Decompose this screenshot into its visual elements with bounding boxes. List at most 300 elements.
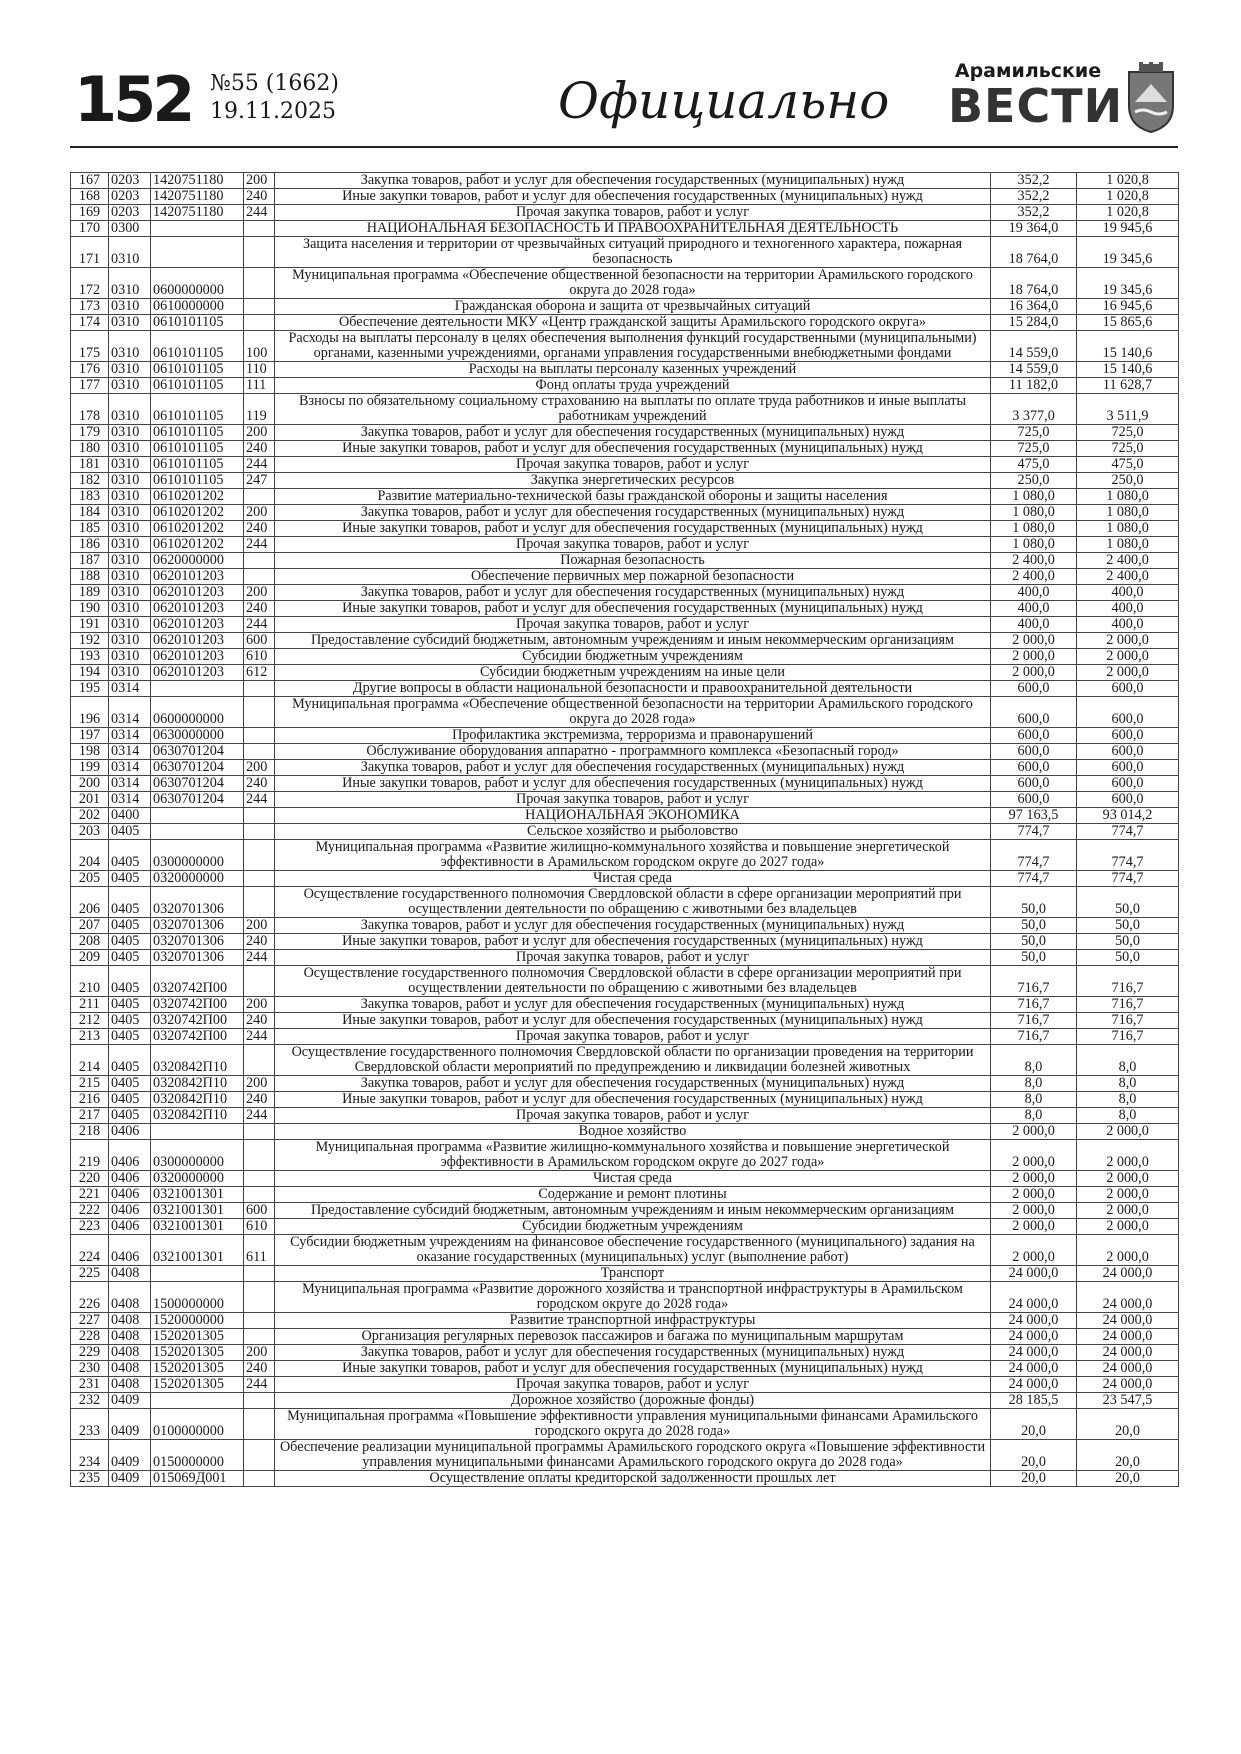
row-number-cell: 169 — [71, 205, 109, 221]
expense-name-cell: Иные закупки товаров, работ и услуг для обеспечения государственных (муниципальных) нужд — [275, 1013, 991, 1029]
table-row — [71, 792, 1179, 808]
row-number-cell: 172 — [71, 268, 109, 299]
section-code-cell: 0310 — [109, 425, 151, 441]
amount-year1-cell: 8,0 — [991, 1076, 1077, 1092]
target-article-cell: 0300000000 — [151, 1140, 244, 1171]
expense-type-cell: 200 — [244, 1076, 275, 1092]
row-number-cell: 217 — [71, 1108, 109, 1124]
row-number-cell: 173 — [71, 299, 109, 315]
newspaper-logo — [948, 60, 1124, 133]
amount-year2-cell: 24 000,0 — [1077, 1329, 1179, 1345]
table-row — [71, 776, 1179, 792]
row-number-cell: 215 — [71, 1076, 109, 1092]
amount-year1-cell: 24 000,0 — [991, 1329, 1077, 1345]
expense-name-cell: Субсидии бюджетным учреждениям — [275, 649, 991, 665]
amount-year2-cell: 3 511,9 — [1077, 394, 1179, 425]
expense-type-cell — [244, 569, 275, 585]
amount-year1-cell: 50,0 — [991, 918, 1077, 934]
expense-name-cell: Обеспечение деятельности МКУ «Центр гражданской защиты Арамильского городского округа» — [275, 315, 991, 331]
amount-year2-cell: 716,7 — [1077, 1013, 1179, 1029]
amount-year2-cell: 1 080,0 — [1077, 521, 1179, 537]
table-row — [71, 950, 1179, 966]
row-number-cell: 171 — [71, 237, 109, 268]
amount-year1-cell: 2 400,0 — [991, 553, 1077, 569]
section-code-cell: 0406 — [109, 1203, 151, 1219]
expense-type-cell: 244 — [244, 205, 275, 221]
target-article-cell — [151, 221, 244, 237]
expense-type-cell: 240 — [244, 1361, 275, 1377]
section-code-cell: 0405 — [109, 997, 151, 1013]
row-number-cell: 186 — [71, 537, 109, 553]
expense-type-cell: 611 — [244, 1235, 275, 1266]
expense-type-cell — [244, 744, 275, 760]
target-article-cell: 0630701204 — [151, 760, 244, 776]
expense-type-cell — [244, 871, 275, 887]
expense-name-cell: Закупка товаров, работ и услуг для обеспечения государственных (муниципальных) нужд — [275, 1076, 991, 1092]
amount-year1-cell: 24 000,0 — [991, 1361, 1077, 1377]
section-code-cell: 0405 — [109, 1045, 151, 1076]
amount-year2-cell: 2 000,0 — [1077, 1140, 1179, 1171]
table-row — [71, 1140, 1179, 1171]
section-code-cell: 0406 — [109, 1187, 151, 1203]
section-code-cell: 0310 — [109, 394, 151, 425]
table-row — [71, 1329, 1179, 1345]
amount-year1-cell: 400,0 — [991, 585, 1077, 601]
expense-name-cell: Прочая закупка товаров, работ и услуг — [275, 950, 991, 966]
section-code-cell: 0406 — [109, 1235, 151, 1266]
section-code-cell: 0310 — [109, 537, 151, 553]
row-number-cell: 211 — [71, 997, 109, 1013]
table-row — [71, 173, 1179, 189]
table-row — [71, 1313, 1179, 1329]
row-number-cell: 218 — [71, 1124, 109, 1140]
row-number-cell: 234 — [71, 1440, 109, 1471]
amount-year2-cell: 725,0 — [1077, 441, 1179, 457]
row-number-cell: 233 — [71, 1409, 109, 1440]
expense-name-cell: Муниципальная программа «Развитие дорожного хозяйства и транспортной инфраструктуры в Арамильском городском округе до 2028 года» — [275, 1282, 991, 1313]
section-code-cell: 0409 — [109, 1440, 151, 1471]
row-number-cell: 174 — [71, 315, 109, 331]
amount-year1-cell: 352,2 — [991, 189, 1077, 205]
expense-type-cell: 240 — [244, 189, 275, 205]
table-row — [71, 1187, 1179, 1203]
amount-year1-cell: 250,0 — [991, 473, 1077, 489]
issue-info — [210, 70, 339, 126]
table-row — [71, 824, 1179, 840]
amount-year1-cell: 2 400,0 — [991, 569, 1077, 585]
expense-type-cell — [244, 268, 275, 299]
row-number-cell: 192 — [71, 633, 109, 649]
expense-name-cell: Дорожное хозяйство (дорожные фонды) — [275, 1393, 991, 1409]
amount-year2-cell: 93 014,2 — [1077, 808, 1179, 824]
table-row — [71, 1409, 1179, 1440]
expense-type-cell: 111 — [244, 378, 275, 394]
table-row — [71, 457, 1179, 473]
amount-year2-cell: 50,0 — [1077, 950, 1179, 966]
table-row — [71, 997, 1179, 1013]
section-code-cell: 0314 — [109, 697, 151, 728]
section-code-cell: 0405 — [109, 966, 151, 997]
expense-name-cell: Прочая закупка товаров, работ и услуг — [275, 792, 991, 808]
table-row — [71, 887, 1179, 918]
table-row — [71, 221, 1179, 237]
expense-type-cell — [244, 299, 275, 315]
amount-year2-cell: 400,0 — [1077, 617, 1179, 633]
expense-name-cell: Иные закупки товаров, работ и услуг для обеспечения государственных (муниципальных) нужд — [275, 776, 991, 792]
amount-year1-cell: 16 364,0 — [991, 299, 1077, 315]
row-number-cell: 235 — [71, 1471, 109, 1487]
amount-year1-cell: 2 000,0 — [991, 633, 1077, 649]
section-code-cell: 0310 — [109, 633, 151, 649]
amount-year1-cell: 600,0 — [991, 744, 1077, 760]
amount-year2-cell: 1 020,8 — [1077, 173, 1179, 189]
expense-name-cell: Муниципальная программа «Развитие жилищно-коммунального хозяйства и повышение энергетической эффективности в Арамильском городском округе до 2027 года» — [275, 840, 991, 871]
expense-type-cell: 200 — [244, 997, 275, 1013]
expense-name-cell: Сельское хозяйство и рыболовство — [275, 824, 991, 840]
target-article-cell: 0620101203 — [151, 633, 244, 649]
row-number-cell: 209 — [71, 950, 109, 966]
target-article-cell: 0610101105 — [151, 315, 244, 331]
expense-type-cell: 244 — [244, 792, 275, 808]
target-article-cell: 0620101203 — [151, 649, 244, 665]
section-code-cell: 0405 — [109, 1013, 151, 1029]
amount-year2-cell: 600,0 — [1077, 776, 1179, 792]
section-code-cell: 0310 — [109, 457, 151, 473]
expense-name-cell: Водное хозяйство — [275, 1124, 991, 1140]
amount-year1-cell: 1 080,0 — [991, 489, 1077, 505]
row-number-cell: 203 — [71, 824, 109, 840]
amount-year1-cell: 20,0 — [991, 1471, 1077, 1487]
amount-year2-cell: 774,7 — [1077, 824, 1179, 840]
target-article-cell: 0610201202 — [151, 489, 244, 505]
amount-year1-cell: 1 080,0 — [991, 521, 1077, 537]
amount-year2-cell: 24 000,0 — [1077, 1361, 1179, 1377]
expense-name-cell: Прочая закупка товаров, работ и услуг — [275, 537, 991, 553]
expense-type-cell: 200 — [244, 505, 275, 521]
amount-year1-cell: 14 559,0 — [991, 331, 1077, 362]
expense-type-cell — [244, 315, 275, 331]
expense-type-cell — [244, 840, 275, 871]
expense-name-cell: Предоставление субсидий бюджетным, автономным учреждениям и иным некоммерческим организациям — [275, 1203, 991, 1219]
row-number-cell: 181 — [71, 457, 109, 473]
table-row — [71, 585, 1179, 601]
expense-name-cell: Гражданская оборона и защита от чрезвычайных ситуаций — [275, 299, 991, 315]
expense-name-cell: Закупка товаров, работ и услуг для обеспечения государственных (муниципальных) нужд — [275, 585, 991, 601]
expense-type-cell: 244 — [244, 537, 275, 553]
target-article-cell: 0150000000 — [151, 1440, 244, 1471]
amount-year1-cell: 2 000,0 — [991, 649, 1077, 665]
target-article-cell: 0320701306 — [151, 887, 244, 918]
row-number-cell: 182 — [71, 473, 109, 489]
section-code-cell: 0310 — [109, 585, 151, 601]
section-code-cell: 0310 — [109, 378, 151, 394]
expense-name-cell: Прочая закупка товаров, работ и услуг — [275, 1377, 991, 1393]
amount-year2-cell: 24 000,0 — [1077, 1313, 1179, 1329]
expense-type-cell — [244, 1140, 275, 1171]
target-article-cell: 0100000000 — [151, 1409, 244, 1440]
target-article-cell: 0630000000 — [151, 728, 244, 744]
expense-name-cell: Чистая среда — [275, 1171, 991, 1187]
target-article-cell: 0610101105 — [151, 331, 244, 362]
target-article-cell: 1520201305 — [151, 1377, 244, 1393]
row-number-cell: 231 — [71, 1377, 109, 1393]
target-article-cell: 0320842П10 — [151, 1045, 244, 1076]
expense-name-cell: Закупка товаров, работ и услуг для обеспечения государственных (муниципальных) нужд — [275, 997, 991, 1013]
row-number-cell: 189 — [71, 585, 109, 601]
expense-name-cell: Закупка энергетических ресурсов — [275, 473, 991, 489]
expense-name-cell: Предоставление субсидий бюджетным, автономным учреждениям и иным некоммерческим организациям — [275, 633, 991, 649]
amount-year2-cell: 1 020,8 — [1077, 205, 1179, 221]
row-number-cell: 193 — [71, 649, 109, 665]
section-code-cell: 0405 — [109, 871, 151, 887]
amount-year1-cell: 716,7 — [991, 1029, 1077, 1045]
row-number-cell: 180 — [71, 441, 109, 457]
target-article-cell — [151, 824, 244, 840]
section-code-cell: 0408 — [109, 1345, 151, 1361]
section-code-cell: 0405 — [109, 824, 151, 840]
section-code-cell: 0405 — [109, 887, 151, 918]
table-row — [71, 728, 1179, 744]
expense-name-cell: Закупка товаров, работ и услуг для обеспечения государственных (муниципальных) нужд — [275, 505, 991, 521]
target-article-cell: 0320701306 — [151, 934, 244, 950]
target-article-cell: 0610101105 — [151, 362, 244, 378]
expense-type-cell: 247 — [244, 473, 275, 489]
target-article-cell: 0610101105 — [151, 473, 244, 489]
expense-type-cell: 600 — [244, 633, 275, 649]
table-row — [71, 871, 1179, 887]
table-row — [71, 1203, 1179, 1219]
table-row — [71, 1076, 1179, 1092]
amount-year2-cell: 24 000,0 — [1077, 1377, 1179, 1393]
amount-year2-cell: 2 000,0 — [1077, 1235, 1179, 1266]
table-row — [71, 489, 1179, 505]
expense-type-cell — [244, 489, 275, 505]
amount-year2-cell: 600,0 — [1077, 681, 1179, 697]
row-number-cell: 199 — [71, 760, 109, 776]
expense-name-cell: Осуществление государственного полномочия Свердловской области по организации проведения на территории Свердловской области мероприятий по предупреждению и ликвидации болезней животных — [275, 1045, 991, 1076]
city-coat-of-arms-icon — [1125, 62, 1177, 134]
expense-name-cell: Осуществление государственного полномочия Свердловской области в сфере организации мероприятий при осуществлении деятельности по обращению с животными без владельцев — [275, 966, 991, 997]
row-number-cell: 221 — [71, 1187, 109, 1203]
expense-name-cell: Субсидии бюджетным учреждениям на иные цели — [275, 665, 991, 681]
expense-name-cell: Защита населения и территории от чрезвычайных ситуаций природного и техногенного характера, пожарная безопасность — [275, 237, 991, 268]
amount-year1-cell: 14 559,0 — [991, 362, 1077, 378]
expense-type-cell — [244, 824, 275, 840]
amount-year1-cell: 2 000,0 — [991, 1171, 1077, 1187]
amount-year2-cell: 2 000,0 — [1077, 1203, 1179, 1219]
expense-type-cell: 610 — [244, 1219, 275, 1235]
amount-year1-cell: 716,7 — [991, 1013, 1077, 1029]
amount-year2-cell: 19 345,6 — [1077, 268, 1179, 299]
target-article-cell: 0610201202 — [151, 521, 244, 537]
amount-year2-cell: 2 000,0 — [1077, 1219, 1179, 1235]
target-article-cell: 0300000000 — [151, 840, 244, 871]
row-number-cell: 229 — [71, 1345, 109, 1361]
expense-type-cell: 200 — [244, 760, 275, 776]
row-number-cell: 214 — [71, 1045, 109, 1076]
section-code-cell: 0405 — [109, 1029, 151, 1045]
table-row — [71, 808, 1179, 824]
table-row — [71, 1393, 1179, 1409]
table-row — [71, 697, 1179, 728]
amount-year2-cell: 2 400,0 — [1077, 553, 1179, 569]
amount-year1-cell: 28 185,5 — [991, 1393, 1077, 1409]
section-code-cell: 0408 — [109, 1313, 151, 1329]
row-number-cell: 212 — [71, 1013, 109, 1029]
amount-year2-cell: 24 000,0 — [1077, 1345, 1179, 1361]
expense-name-cell: Субсидии бюджетным учреждениям на финансовое обеспечение государственного (муниципального) задания на оказание государственных (муниципальных) услуг (выполнение работ) — [275, 1235, 991, 1266]
table-row — [71, 553, 1179, 569]
expense-name-cell: Чистая среда — [275, 871, 991, 887]
page-header — [70, 58, 1178, 148]
expense-name-cell: Закупка товаров, работ и услуг для обеспечения государственных (муниципальных) нужд — [275, 1345, 991, 1361]
expense-type-cell: 240 — [244, 601, 275, 617]
expense-type-cell: 240 — [244, 776, 275, 792]
row-number-cell: 210 — [71, 966, 109, 997]
amount-year2-cell: 725,0 — [1077, 425, 1179, 441]
expense-name-cell: Профилактика экстремизма, терроризма и правонарушений — [275, 728, 991, 744]
table-row — [71, 425, 1179, 441]
amount-year2-cell: 24 000,0 — [1077, 1266, 1179, 1282]
table-row — [71, 840, 1179, 871]
amount-year2-cell: 20,0 — [1077, 1409, 1179, 1440]
table-row — [71, 205, 1179, 221]
table-row — [71, 744, 1179, 760]
expense-name-cell: Иные закупки товаров, работ и услуг для обеспечения государственных (муниципальных) нужд — [275, 1092, 991, 1108]
expense-name-cell: Иные закупки товаров, работ и услуг для обеспечения государственных (муниципальных) нужд — [275, 601, 991, 617]
amount-year2-cell: 475,0 — [1077, 457, 1179, 473]
expense-name-cell: Прочая закупка товаров, работ и услуг — [275, 1029, 991, 1045]
table-row — [71, 760, 1179, 776]
amount-year2-cell: 2 000,0 — [1077, 665, 1179, 681]
expense-name-cell: Муниципальная программа «Обеспечение общественной безопасности на территории Арамильского городского округа до 2028 года» — [275, 268, 991, 299]
expense-name-cell: Развитие материально-технической базы гражданской обороны и защиты населения — [275, 489, 991, 505]
amount-year1-cell: 2 000,0 — [991, 1203, 1077, 1219]
section-code-cell: 0310 — [109, 473, 151, 489]
section-code-cell: 0310 — [109, 649, 151, 665]
section-code-cell: 0405 — [109, 934, 151, 950]
amount-year1-cell: 2 000,0 — [991, 665, 1077, 681]
table-row — [71, 1092, 1179, 1108]
expense-type-cell — [244, 1282, 275, 1313]
amount-year1-cell: 716,7 — [991, 966, 1077, 997]
amount-year1-cell: 2 000,0 — [991, 1140, 1077, 1171]
section-code-cell: 0408 — [109, 1377, 151, 1393]
row-number-cell: 223 — [71, 1219, 109, 1235]
section-code-cell: 0409 — [109, 1471, 151, 1487]
amount-year2-cell: 8,0 — [1077, 1092, 1179, 1108]
expense-name-cell: Обеспечение реализации муниципальной программы Арамильского городского округа «Повышение эффективности управления муниципальными финансами Арамильского городского округа до 2028 года» — [275, 1440, 991, 1471]
expense-type-cell — [244, 1171, 275, 1187]
section-code-cell: 0203 — [109, 189, 151, 205]
expense-name-cell: Иные закупки товаров, работ и услуг для обеспечения государственных (муниципальных) нужд — [275, 189, 991, 205]
section-code-cell: 0409 — [109, 1409, 151, 1440]
amount-year2-cell: 2 000,0 — [1077, 633, 1179, 649]
amount-year2-cell: 2 000,0 — [1077, 1187, 1179, 1203]
expense-type-cell: 600 — [244, 1203, 275, 1219]
section-title: Официально — [558, 72, 890, 130]
table-row — [71, 1029, 1179, 1045]
table-row — [71, 649, 1179, 665]
amount-year1-cell: 50,0 — [991, 887, 1077, 918]
target-article-cell: 0320842П10 — [151, 1092, 244, 1108]
section-code-cell: 0310 — [109, 553, 151, 569]
target-article-cell: 0320742П00 — [151, 1029, 244, 1045]
amount-year1-cell: 20,0 — [991, 1440, 1077, 1471]
table-row — [71, 362, 1179, 378]
target-article-cell: 0600000000 — [151, 697, 244, 728]
section-code-cell: 0406 — [109, 1171, 151, 1187]
table-row — [71, 189, 1179, 205]
expense-type-cell: 200 — [244, 173, 275, 189]
expense-type-cell: 244 — [244, 1108, 275, 1124]
target-article-cell: 1520201305 — [151, 1345, 244, 1361]
row-number-cell: 228 — [71, 1329, 109, 1345]
expense-type-cell — [244, 887, 275, 918]
page-number: 152 — [74, 63, 192, 136]
amount-year2-cell: 19 945,6 — [1077, 221, 1179, 237]
amount-year1-cell: 8,0 — [991, 1108, 1077, 1124]
amount-year1-cell: 400,0 — [991, 617, 1077, 633]
expense-type-cell: 200 — [244, 585, 275, 601]
table-row — [71, 237, 1179, 268]
section-code-cell: 0310 — [109, 299, 151, 315]
section-code-cell: 0406 — [109, 1219, 151, 1235]
expense-name-cell: Закупка товаров, работ и услуг для обеспечения государственных (муниципальных) нужд — [275, 173, 991, 189]
target-article-cell: 0321001301 — [151, 1235, 244, 1266]
row-number-cell: 230 — [71, 1361, 109, 1377]
row-number-cell: 198 — [71, 744, 109, 760]
amount-year2-cell: 1 080,0 — [1077, 489, 1179, 505]
amount-year1-cell: 24 000,0 — [991, 1377, 1077, 1393]
expense-type-cell: 610 — [244, 649, 275, 665]
target-article-cell: 0630701204 — [151, 792, 244, 808]
table-row — [71, 268, 1179, 299]
table-row — [71, 617, 1179, 633]
row-number-cell: 194 — [71, 665, 109, 681]
expense-type-cell — [244, 1313, 275, 1329]
expense-type-cell: 244 — [244, 1029, 275, 1045]
target-article-cell: 0620000000 — [151, 553, 244, 569]
section-code-cell: 0203 — [109, 173, 151, 189]
row-number-cell: 220 — [71, 1171, 109, 1187]
expense-type-cell — [244, 1187, 275, 1203]
target-article-cell: 0630701204 — [151, 776, 244, 792]
expense-type-cell — [244, 1266, 275, 1282]
table-row — [71, 394, 1179, 425]
section-code-cell: 0310 — [109, 315, 151, 331]
amount-year1-cell: 8,0 — [991, 1092, 1077, 1108]
amount-year1-cell: 2 000,0 — [991, 1124, 1077, 1140]
amount-year2-cell: 600,0 — [1077, 744, 1179, 760]
table-row — [71, 1235, 1179, 1266]
table-row — [71, 1361, 1179, 1377]
amount-year2-cell: 50,0 — [1077, 887, 1179, 918]
section-code-cell: 0314 — [109, 760, 151, 776]
table-row — [71, 315, 1179, 331]
budget-table — [70, 172, 1179, 1487]
table-row — [71, 441, 1179, 457]
amount-year2-cell: 1 020,8 — [1077, 189, 1179, 205]
amount-year1-cell: 2 000,0 — [991, 1219, 1077, 1235]
expense-name-cell: Иные закупки товаров, работ и услуг для обеспечения государственных (муниципальных) нужд — [275, 1361, 991, 1377]
section-code-cell: 0400 — [109, 808, 151, 824]
logo-top-text: Арамильские — [954, 60, 1102, 82]
target-article-cell: 0610101105 — [151, 457, 244, 473]
amount-year2-cell: 2 400,0 — [1077, 569, 1179, 585]
amount-year2-cell: 600,0 — [1077, 760, 1179, 776]
amount-year1-cell: 600,0 — [991, 697, 1077, 728]
